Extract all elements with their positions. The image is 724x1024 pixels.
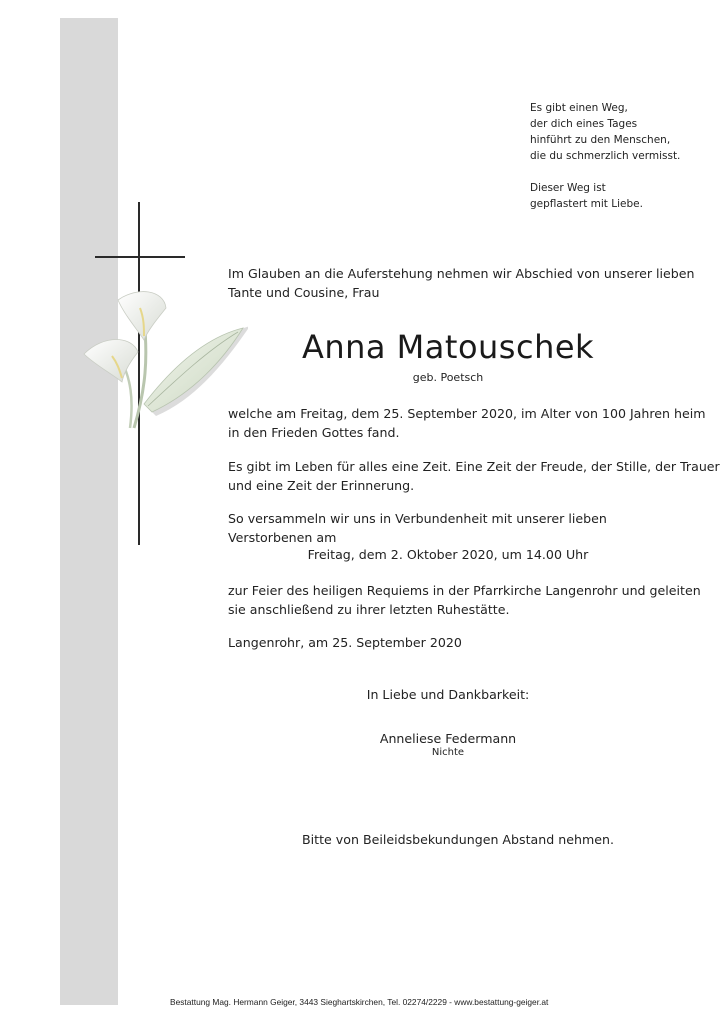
poem-stanza-2 bbox=[530, 180, 710, 212]
service-text: zur Feier des heiligen Requiems in der Pfarrkirche Langenrohr und geleiten sie anschließend zu ihrer letzten Ruhestätte. bbox=[228, 583, 701, 617]
death-notice: welche am Freitag, dem 25. September 2020, im Alter von 100 Jahren heim in den Frieden Gottes fand. bbox=[228, 406, 706, 440]
condolence-request: Bitte von Beileidsbekundungen Abstand nehmen. bbox=[302, 832, 614, 847]
place-date: Langenrohr, am 25. September 2020 bbox=[228, 635, 462, 650]
calla-lily-icon bbox=[78, 278, 248, 448]
gathering-text: So versammeln wir uns in Verbundenheit mit unserer lieben Verstorbenen am bbox=[228, 511, 607, 545]
poem-line: gepflastert mit Liebe. bbox=[530, 198, 643, 210]
poem-line: der dich eines Tages bbox=[530, 118, 638, 130]
service-date: Freitag, dem 2. Oktober 2020, um 14.00 Uhr bbox=[307, 547, 589, 562]
footer-funeral-home: Bestattung Mag. Hermann Geiger, 3443 Sieghartskirchen, Tel. 02274/2229 - www.bestattung-geiger.at bbox=[170, 997, 549, 1007]
poem-line: Dieser Weg ist bbox=[530, 182, 606, 194]
intro-text: Im Glauben an die Auferstehung nehmen wir Abschied von unserer lieben Tante und Cousine, Frau bbox=[228, 266, 695, 300]
closing-text: In Liebe und Dankbarkeit: bbox=[366, 687, 530, 702]
mourner-relation: Nichte bbox=[431, 747, 465, 758]
mourner-name: Anneliese Federmann bbox=[379, 731, 517, 746]
cross-icon-horizontal bbox=[95, 256, 185, 258]
deceased-name: Anna Matouschek bbox=[301, 328, 595, 366]
grey-side-bar bbox=[60, 18, 118, 1005]
poem-stanza-1 bbox=[530, 100, 710, 164]
poem-line: Es gibt einen Weg, bbox=[530, 102, 628, 114]
birth-name: geb. Poetsch bbox=[412, 371, 484, 384]
life-quote: Es gibt im Leben für alles eine Zeit. Eine Zeit der Freude, der Stille, der Trauer und eine Zeit der Erinnerung. bbox=[228, 459, 720, 493]
poem-line: hinführt zu den Menschen, bbox=[530, 134, 671, 146]
poem bbox=[530, 100, 710, 228]
poem-line: die du schmerzlich vermisst. bbox=[530, 150, 681, 162]
